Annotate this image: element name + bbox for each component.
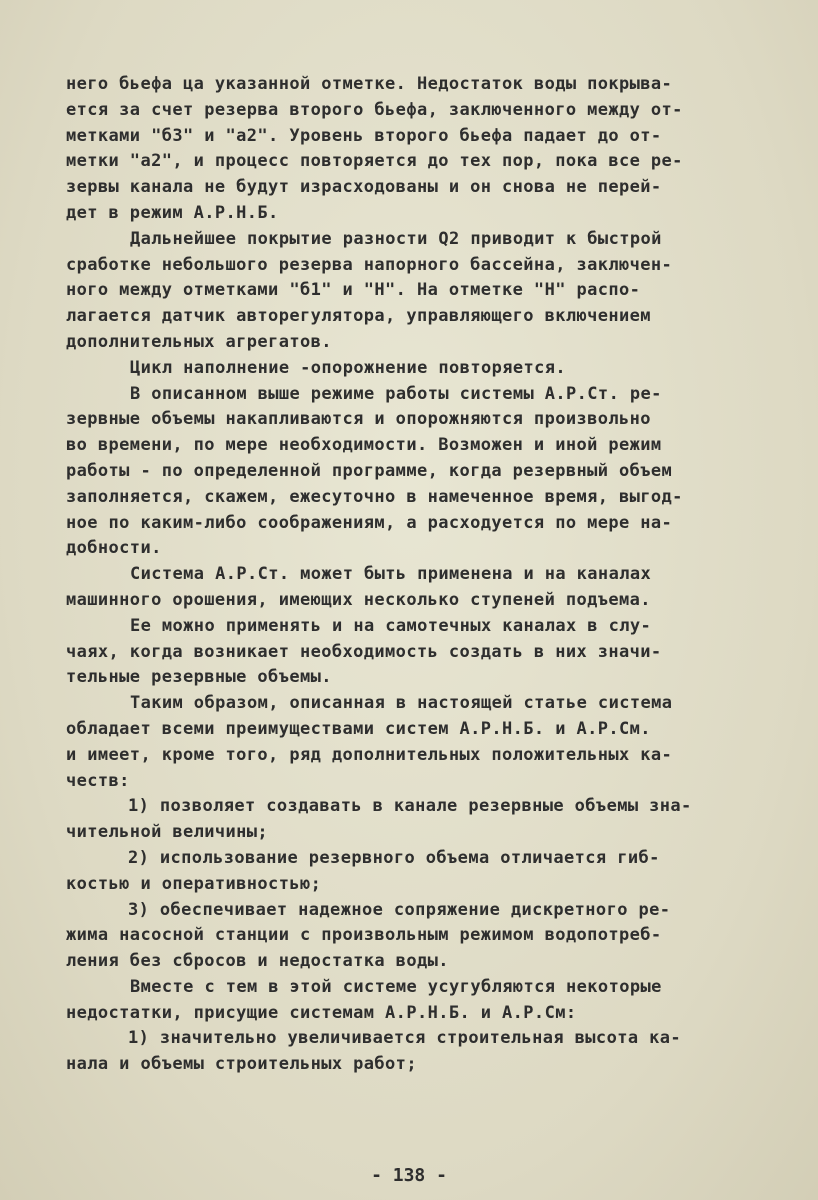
text-line: нала и объемы строительных работ;: [66, 1054, 417, 1075]
text-line: чаях, когда возникает необходимость создать в них значи-: [66, 641, 662, 662]
body-text: [66, 72, 766, 1078]
text-line: чительной величины;: [66, 822, 269, 843]
text-line: 3) обеспечивает надежное сопряжение дискретного ре-: [128, 899, 671, 920]
text-line: Дальнейшее покрытие разности Q2 приводит к быстрой: [130, 228, 662, 249]
text-line: во времени, по мере необходимости. Возможен и иной режим: [66, 435, 662, 456]
text-line: него бьефа ца указанной отметке. Недостаток воды покрыва-: [66, 74, 673, 94]
text-line: зервные объемы накапливаются и опорожняются произвольно: [66, 409, 651, 430]
text-line: 2) использование резервного объема отличается гиб-: [128, 847, 660, 868]
text-line: жима насосной станции с произвольным режимом водопотреб-: [66, 925, 662, 946]
text-line: зервы канала не будут израсходованы и он снова не перей-: [66, 177, 662, 198]
text-line: Вместе с тем в этой системе усугубляются некоторые: [130, 976, 662, 997]
text-line: Ее можно применять и на самотечных каналах в слу-: [130, 615, 652, 636]
text-line: машинного орошения, имеющих несколько ступеней подъема.: [66, 589, 651, 610]
text-line: и имеет, кроме того, ряд дополнительных положительных ка-: [66, 744, 673, 765]
text-line: сработке небольшого резерва напорного бассейна, заключен-: [66, 254, 673, 275]
text-line: лагается датчик авторегулятора, управляющего включением: [66, 306, 651, 327]
text-line: Таким образом, описанная в настоящей статье система: [130, 693, 673, 714]
text-line: добности.: [66, 538, 162, 559]
text-line: 1) позволяет создавать в канале резервные объемы зна-: [128, 796, 692, 817]
text-line: В описанном выше режиме работы системы А.Р.Ст. ре-: [130, 383, 662, 404]
text-line: Система А.Р.Ст. может быть применена и на каналах: [130, 564, 652, 585]
text-line: метками "б3" и "а2". Уровень второго бьефа падает до от-: [66, 125, 662, 146]
text-line: тельные резервные объемы.: [66, 667, 332, 688]
text-line: метки "а2", и процесс повторяется до тех пор, пока все ре-: [66, 151, 683, 172]
text-line: обладает всеми преимуществами систем А.Р.Н.Б. и А.Р.См.: [66, 718, 651, 739]
text-line: заполняется, скажем, ежесуточно в намеченное время, выгод-: [66, 486, 683, 507]
text-line: ется за счет резерва второго бьефа, заключенного между от-: [66, 99, 683, 120]
text-line: 1) значительно увеличивается строительная высота ка-: [128, 1028, 682, 1049]
text-line: работы - по определенной программе, когда резервный объем: [66, 460, 673, 481]
page-number: - 138 -: [371, 1165, 447, 1186]
text-line: дополнительных агрегатов.: [66, 331, 332, 352]
text-line: честв:: [66, 770, 130, 791]
text-line: недостатки, присущие системам А.Р.Н.Б. и А.Р.См:: [66, 1002, 577, 1023]
text-line: ления без сбросов и недостатка воды.: [66, 951, 449, 972]
text-line: костью и оперативностью;: [66, 873, 322, 894]
text-line: ного между отметками "б1" и "Н". На отметке "Н" распо-: [66, 280, 641, 301]
text-line: дет в режим А.Р.Н.Б.: [66, 202, 279, 223]
text-line: ное по каким-либо соображениям, а расходуется по мере на-: [66, 512, 673, 533]
text-line: Цикл наполнение -опорожнение повторяется.: [130, 357, 567, 378]
